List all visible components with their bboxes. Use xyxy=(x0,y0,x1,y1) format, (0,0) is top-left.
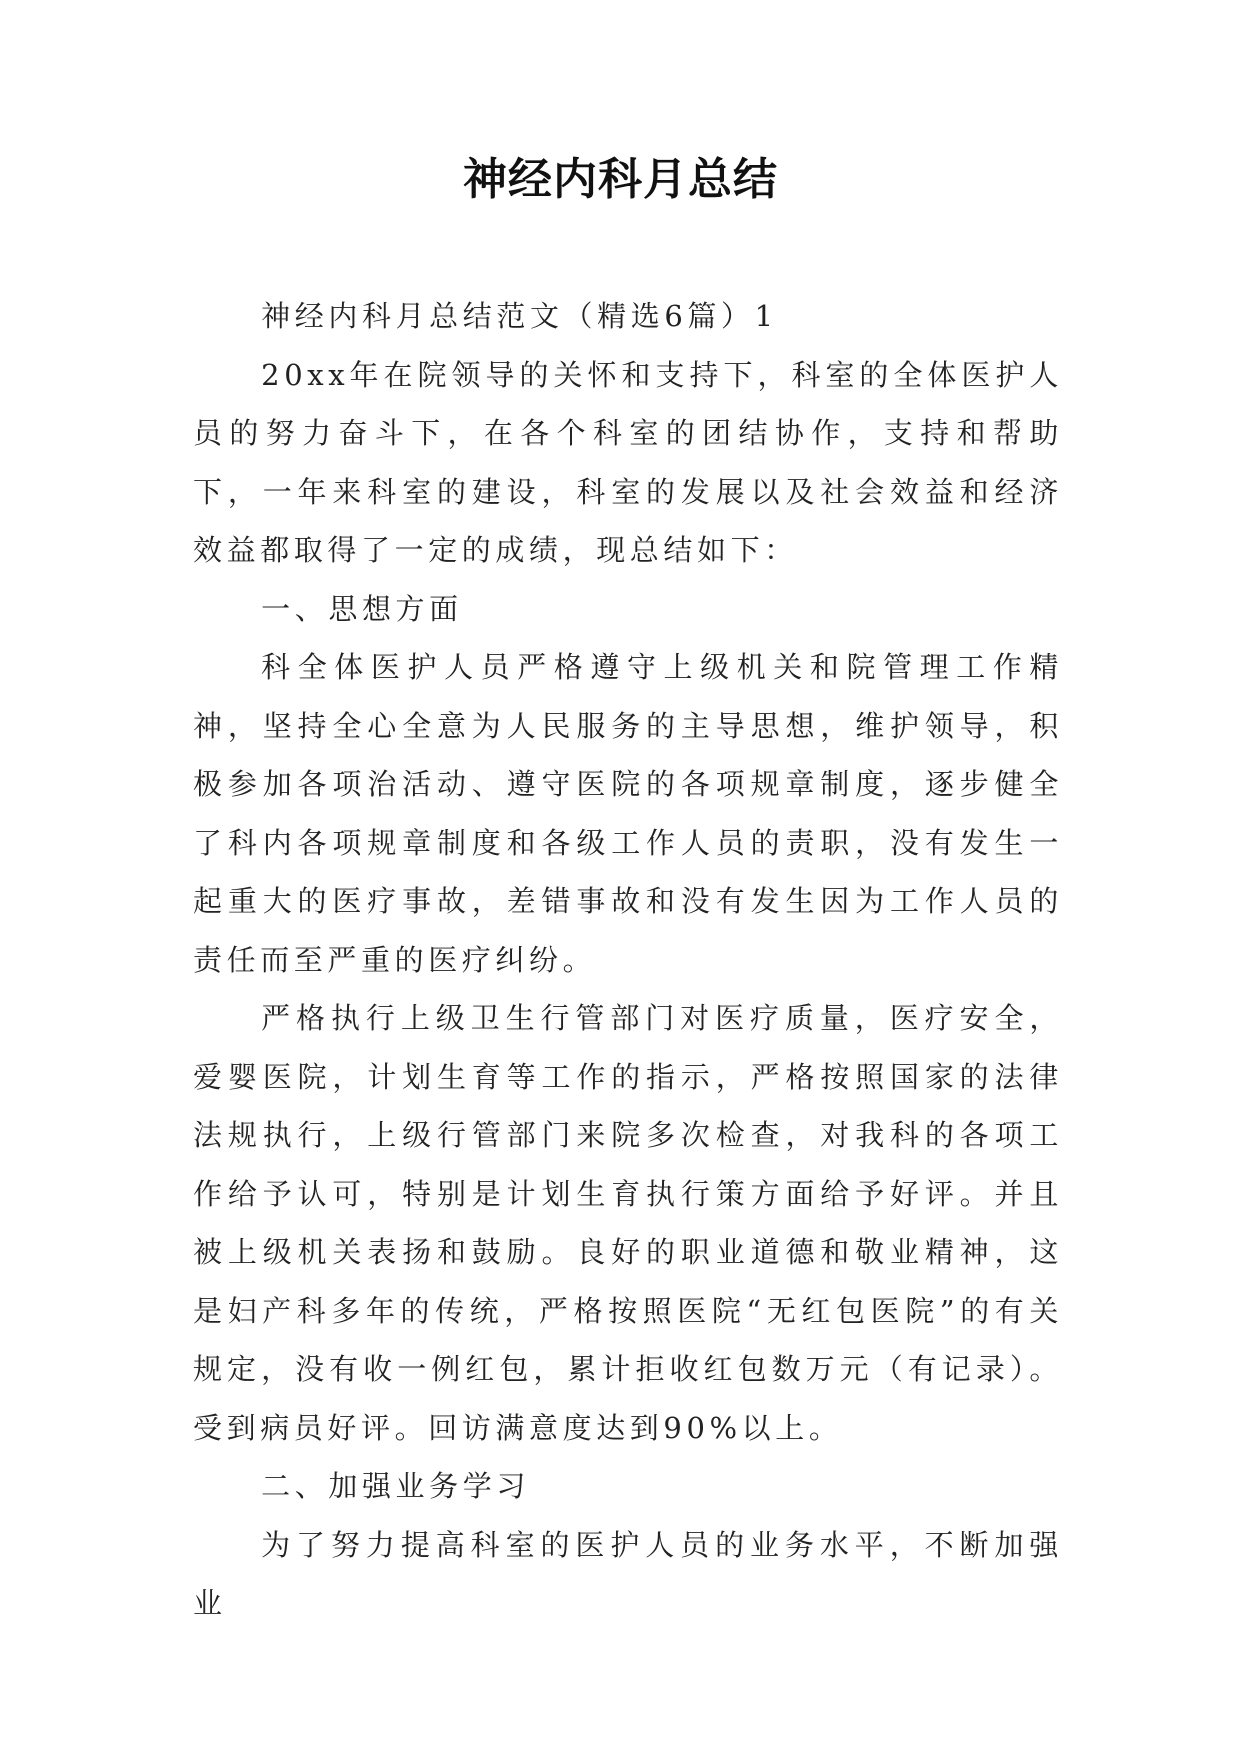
document-title: 神经内科月总结 xyxy=(463,154,778,205)
paragraph-study: 为了努力提高科室的医护人员的业务水平，不断加强业 xyxy=(193,1527,1063,1620)
section-heading-study: 二、加强业务学习 xyxy=(261,1469,530,1503)
paragraph-thought: 科全体医护人员严格遵守上级机关和院管理工作精神，坚持全心全意为人民服务的主导思想，维护领导，积极参加各项治活动、遵守医院的各项规章制度，逐步健全了科内各项规章制度和各级工作人员的责职，没有发生一起重大的医疗事故，差错事故和没有发生因为工作人员的责任而至严重的医疗纠纷。 xyxy=(193,650,1063,977)
document-body xyxy=(193,287,1063,1633)
paragraph-quality: 严格执行上级卫生行管部门对医疗质量，医疗安全，爱婴医院，计划生育等工作的指示，严格按照国家的法律法规执行，上级行管部门来院多次检查，对我科的各项工作给予认可，特别是计划生育执行策方面给予好评。并且被上级机关表扬和鼓励。良好的职业道德和敬业精神，这是妇产科多年的传统，严格按照医院“无红包医院”的有关规定，没有收一例红包，累计拒收红包数万元（有记录）。受到病员好评。回访满意度达到90%以上。 xyxy=(193,1001,1063,1445)
section-heading-thought: 一、思想方面 xyxy=(261,591,463,626)
paragraph-subtitle: 神经内科月总结范文（精选6篇）1 xyxy=(261,299,778,333)
paragraph-intro: 20xx年在院领导的关怀和支持下，科室的全体医护人员的努力奋斗下，在各个科室的团结协作，支持和帮助下，一年来科室的建设，科室的发展以及社会效益和经济效益都取得了一定的成绩，现总结如下： xyxy=(193,357,1063,567)
